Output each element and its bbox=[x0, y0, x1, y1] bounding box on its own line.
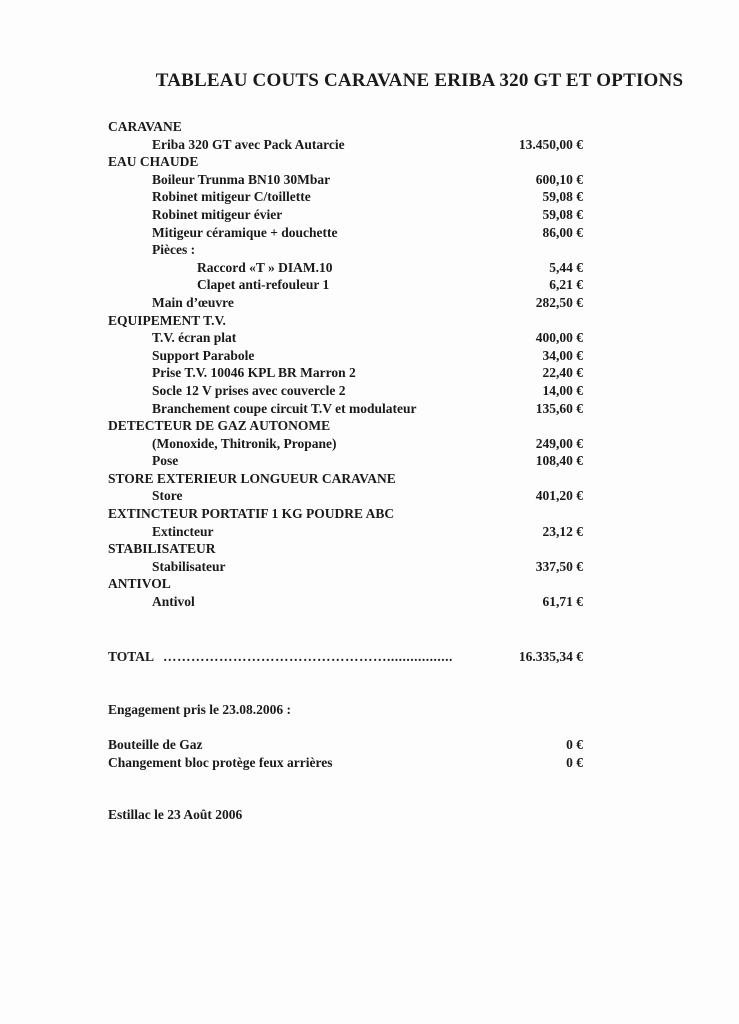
commitment-label: Changement bloc protège feux arrières bbox=[108, 754, 333, 770]
line-item-row bbox=[108, 558, 583, 576]
item-label: Mitigeur céramique + douchette bbox=[152, 224, 338, 240]
line-item-row bbox=[108, 188, 583, 206]
item-amount: 6,21 € bbox=[549, 277, 583, 293]
section-label: EQUIPEMENT T.V. bbox=[108, 312, 226, 328]
section-header-row bbox=[108, 118, 583, 136]
item-label: Pièces : bbox=[152, 242, 196, 258]
line-item-row bbox=[108, 364, 583, 382]
line-item-row bbox=[108, 171, 583, 189]
line-item-row bbox=[108, 523, 583, 541]
item-label: Eriba 320 GT avec Pack Autarcie bbox=[152, 136, 345, 152]
item-amount: 600,10 € bbox=[535, 171, 583, 187]
line-item-row bbox=[108, 259, 583, 277]
commitment-amount: 0 € bbox=[566, 754, 583, 770]
item-amount: 59,08 € bbox=[542, 206, 583, 222]
item-label: (Monoxide, Thitronik, Propane) bbox=[152, 435, 337, 451]
item-label: Support Parabole bbox=[152, 347, 255, 363]
item-amount: 282,50 € bbox=[535, 294, 583, 310]
item-label: Socle 12 V prises avec couvercle 2 bbox=[152, 382, 346, 398]
section-label: ANTIVOL bbox=[108, 576, 171, 592]
line-item-row bbox=[108, 347, 583, 365]
item-amount: 400,00 € bbox=[535, 330, 583, 346]
total-label: TOTAL bbox=[108, 649, 155, 664]
line-item-row bbox=[108, 294, 583, 312]
document-title: TABLEAU COUTS CARAVANE ERIBA 320 GT ET OPTIONS bbox=[155, 70, 684, 91]
item-label: Store bbox=[152, 488, 183, 504]
total-amount: 16.335,34 € bbox=[518, 649, 583, 664]
item-amount: 5,44 € bbox=[549, 259, 583, 275]
item-amount: 401,20 € bbox=[535, 488, 583, 504]
item-label: Stabilisateur bbox=[152, 558, 226, 574]
line-item-row bbox=[108, 276, 583, 294]
section-header-row bbox=[108, 575, 583, 593]
item-label: Clapet anti-refouleur 1 bbox=[197, 277, 330, 293]
line-item-row bbox=[108, 136, 583, 154]
item-label: Robinet mitigeur C/toillette bbox=[152, 189, 311, 205]
item-label: Robinet mitigeur évier bbox=[152, 206, 283, 222]
item-amount: 135,60 € bbox=[535, 400, 583, 416]
line-item-row bbox=[108, 224, 583, 242]
item-amount: 59,08 € bbox=[542, 189, 583, 205]
item-amount: 61,71 € bbox=[542, 594, 583, 610]
section-label: STORE EXTERIEUR LONGUEUR CARAVANE bbox=[108, 470, 396, 486]
item-label: Main d’œuvre bbox=[152, 294, 234, 310]
line-item-row bbox=[108, 452, 583, 470]
total-row bbox=[108, 648, 583, 666]
section-label: EAU CHAUDE bbox=[108, 154, 199, 170]
section-label: EXTINCTEUR PORTATIF 1 KG POUDRE ABC bbox=[108, 506, 395, 522]
item-amount: 108,40 € bbox=[535, 453, 583, 469]
item-label: Raccord «T » DIAM.10 bbox=[197, 259, 333, 275]
section-label: CARAVANE bbox=[108, 119, 182, 134]
section-label: STABILISATEUR bbox=[108, 541, 216, 557]
commitment-row bbox=[108, 736, 583, 754]
commitment-row bbox=[108, 754, 583, 772]
line-item-row bbox=[108, 382, 583, 400]
commitments-list bbox=[108, 736, 583, 771]
section-header-row bbox=[108, 470, 583, 488]
item-amount: 249,00 € bbox=[535, 435, 583, 451]
section-header-row bbox=[108, 417, 583, 435]
item-amount: 23,12 € bbox=[542, 523, 583, 539]
line-item-row bbox=[108, 487, 583, 505]
item-amount: 34,00 € bbox=[542, 347, 583, 363]
section-header-row bbox=[108, 540, 583, 558]
commitment-label: Bouteille de Gaz bbox=[108, 737, 203, 752]
section-header-row bbox=[108, 153, 583, 171]
item-label: Pose bbox=[152, 453, 179, 469]
line-item-row bbox=[108, 241, 583, 259]
engagement-heading: Engagement pris le 23.08.2006 : bbox=[108, 702, 291, 717]
item-amount: 337,50 € bbox=[535, 558, 583, 574]
item-label: Extincteur bbox=[152, 523, 214, 539]
line-item-row bbox=[108, 593, 583, 611]
item-amount: 22,40 € bbox=[542, 365, 583, 381]
total-dot-leader: …………………………………………................. bbox=[163, 649, 453, 664]
item-label: Boileur Trunma BN10 30Mbar bbox=[152, 171, 331, 187]
item-amount: 14,00 € bbox=[542, 382, 583, 398]
item-label: Antivol bbox=[152, 594, 195, 610]
item-amount: 13.450,00 € bbox=[518, 136, 583, 152]
section-header-row bbox=[108, 312, 583, 330]
line-item-row bbox=[108, 435, 583, 453]
section-header-row bbox=[108, 505, 583, 523]
line-item-row bbox=[108, 400, 583, 418]
item-label: Branchement coupe circuit T.V et modulateur bbox=[152, 400, 417, 416]
item-amount: 86,00 € bbox=[542, 224, 583, 240]
commitment-amount: 0 € bbox=[566, 737, 583, 752]
line-item-row bbox=[108, 206, 583, 224]
cost-table bbox=[108, 118, 583, 611]
item-label: T.V. écran plat bbox=[152, 330, 237, 346]
item-label: Prise T.V. 10046 KPL BR Marron 2 bbox=[152, 365, 356, 381]
line-item-row bbox=[108, 329, 583, 347]
place-date-line: Estillac le 23 Août 2006 bbox=[108, 807, 243, 822]
section-label: DETECTEUR DE GAZ AUTONOME bbox=[108, 418, 331, 434]
